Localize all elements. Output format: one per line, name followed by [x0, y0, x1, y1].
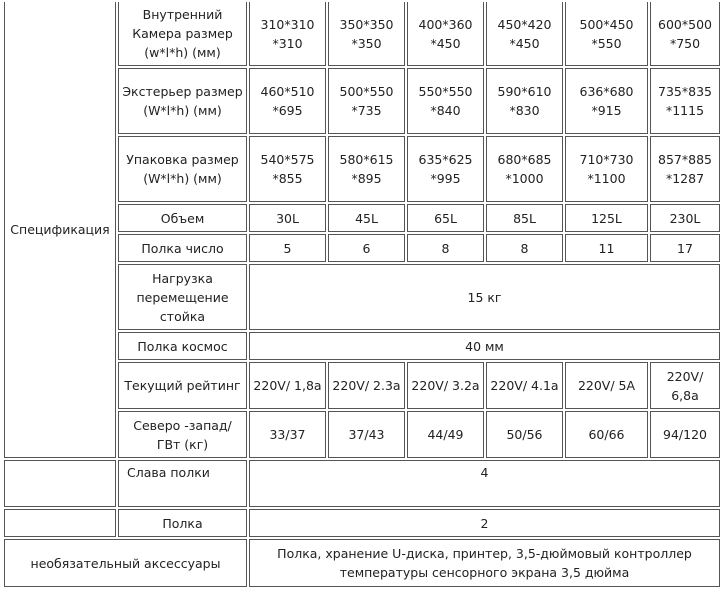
row-label: Полка космос: [118, 332, 247, 360]
cell: 33/37: [249, 411, 326, 458]
cell: 580*615 *895: [328, 136, 405, 202]
cell: 44/49: [407, 411, 484, 458]
cell: 220V/ 2.3а: [328, 362, 405, 409]
cell: 6: [328, 234, 405, 262]
cell: 50/56: [486, 411, 563, 458]
cell: 636*680 *915: [565, 68, 648, 134]
merged-cell: 15 кг: [249, 264, 720, 330]
cell: 37/43: [328, 411, 405, 458]
cell: 8: [407, 234, 484, 262]
cell: 460*510 *695: [249, 68, 326, 134]
cell: 350*350 *350: [328, 2, 405, 66]
merged-cell: Полка, хранение U-диска, принтер, 3,5-дюймовый контроллер температуры сенсорного экрана 3,5 дюйма: [249, 539, 720, 587]
cell: 125L: [565, 204, 648, 232]
table-row: [4, 460, 720, 507]
cell: 220V/ 6,8а: [650, 362, 720, 409]
cell: 45L: [328, 204, 405, 232]
row-label: Полка число: [118, 234, 247, 262]
cell: 680*685 *1000: [486, 136, 563, 202]
cell: 400*360 *450: [407, 2, 484, 66]
row-label: Нагрузка перемещение стойка: [118, 264, 247, 330]
cell: 857*885 *1287: [650, 136, 720, 202]
row-label: Упаковка размер (W*l*h) (мм): [118, 136, 247, 202]
cell: 17: [650, 234, 720, 262]
cell: 590*610 *830: [486, 68, 563, 134]
cell: 30L: [249, 204, 326, 232]
cell: 5: [249, 234, 326, 262]
row-label: Текущий рейтинг: [118, 362, 247, 409]
cell: 500*450 *550: [565, 2, 648, 66]
cell: 65L: [407, 204, 484, 232]
cell: 735*835 *1115: [650, 68, 720, 134]
cell: 635*625 *995: [407, 136, 484, 202]
cell: 450*420 *450: [486, 2, 563, 66]
cell: 220V/ 3.2а: [407, 362, 484, 409]
merged-cell: 4: [249, 460, 720, 507]
cell: 85L: [486, 204, 563, 232]
merged-cell: 40 мм: [249, 332, 720, 360]
cell: 540*575 *855: [249, 136, 326, 202]
row-label: Северо -запад/ ГВт (кг): [118, 411, 247, 458]
cell: 710*730 *1100: [565, 136, 648, 202]
cell: 220V/ 1,8а: [249, 362, 326, 409]
cell: 8: [486, 234, 563, 262]
cell: 230L: [650, 204, 720, 232]
spec-table: [2, 0, 722, 589]
cell: 600*500 *750: [650, 2, 720, 66]
cell: 220V/ 5A: [565, 362, 648, 409]
row-label: Экстерьер размер (W*l*h) (мм): [118, 68, 247, 134]
row-label: Полка: [118, 509, 247, 537]
table-row: [4, 2, 720, 66]
cell: 550*550 *840: [407, 68, 484, 134]
row-label: необязательный аксессуары: [4, 539, 247, 587]
cell: 220V/ 4.1а: [486, 362, 563, 409]
cell: 94/120: [650, 411, 720, 458]
cell: 11: [565, 234, 648, 262]
cell: 310*310 *310: [249, 2, 326, 66]
empty-cell: [4, 460, 116, 507]
row-label: Внутренний Камера размер (w*l*h) (мм): [118, 2, 247, 66]
cell: 500*550 *735: [328, 68, 405, 134]
table-row: [4, 539, 720, 587]
merged-cell: 2: [249, 509, 720, 537]
table-row: [4, 509, 720, 537]
row-label: Объем: [118, 204, 247, 232]
cell: 60/66: [565, 411, 648, 458]
empty-cell: [4, 509, 116, 537]
spec-label-cell: Спецификация: [4, 2, 116, 458]
row-label: Слава полки: [118, 460, 247, 507]
